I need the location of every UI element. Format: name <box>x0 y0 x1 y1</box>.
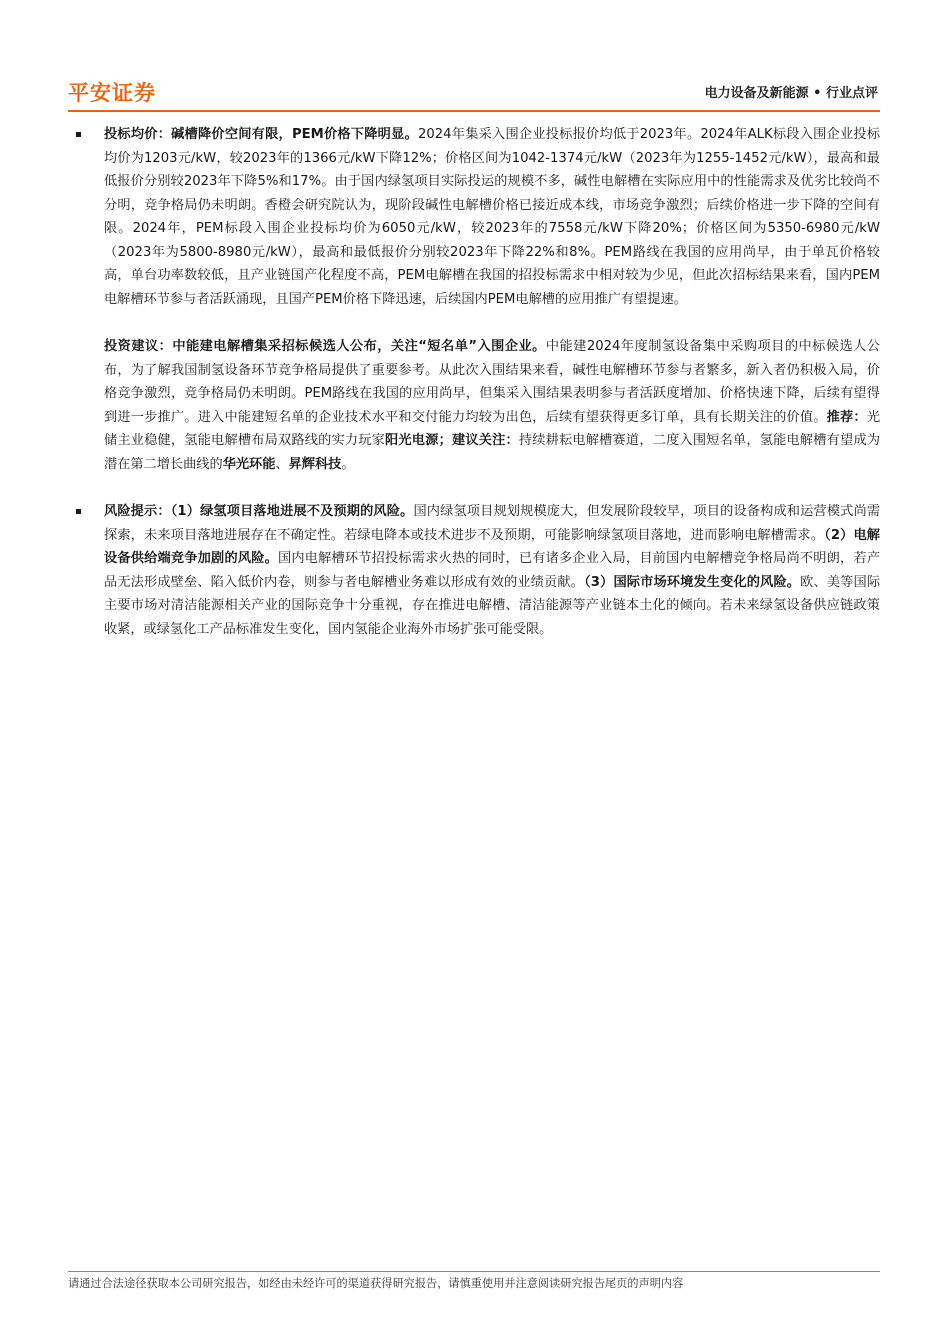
section-heading: 投资建议：中能建电解槽集采招标候选人公布，关注“短名单”入围企业。 <box>104 339 546 354</box>
risk-heading: （3）国际市场环境发生变化的风险。 <box>584 574 801 590</box>
section-text: 光储主业稳健，氢能电解槽布局双路线的实力玩家 <box>104 409 881 448</box>
section-text: 持续耕耘电解槽赛道，二度入围短名单，氢能电解槽有望成为潜在第二增长曲线的 <box>104 433 881 472</box>
section-bid-price <box>104 123 880 311</box>
footer-divider <box>68 1271 880 1272</box>
section-text: 中能建2024年度制氢设备集中采购项目的中标候选人公布，为了解我国制氢设备环节竞争格局提供了重要参考。从此次入围结果来看，碱性电解槽环节参与者繁多，新入者仍积极入局，价格竞争激烈，竞争格局仍未明朗。PEM路线在我国的应用尚早，但集采入围结果表明参与者活跃度增加、价格快速下降，后续有望得到进一步推广。进入中能建短名单的企业技术水平和交付能力均较为出色，后续有望获得更多订单，具有长期关注的价值。 <box>104 339 880 425</box>
page-header <box>0 0 950 110</box>
bullet-icon <box>76 132 81 137</box>
company-name: 昇辉科技 <box>288 456 342 472</box>
section-heading: 投标均价：碱槽降价空间有限，PEM价格下降明显。 <box>104 127 418 142</box>
report-category: 电力设备及新能源 • 行业点评 <box>704 86 878 101</box>
section-text: 欧、美等国际主要市场对清洁能源相关产业的国际竞争十分重视，存在推进电解槽、清洁能源等产业链本土化的倾向。若未来绿氢设备供应链政策收紧，或绿氢化工产品标准发生变化，国内氢能企业海外市场扩张可能受限。 <box>104 574 881 637</box>
report-body <box>0 123 950 641</box>
section-text: 2024年集采入围企业投标报价均低于2023年。2024年ALK标段入围企业投标均价为1203元/kW，较2023年的1366元/kW下降12%；价格区间为1042-1374元/kW（2023年为1255-1452元/kW），最高和最低报价分别较2023年下降5%和17%。由于国内绿氢项目实际投运的规模不多，碱性电解槽在实际应用中的性能需求及优劣比较尚不分明，竞争格局仍未明朗。香橙会研究院认为，现阶段碱性电解槽价格已接近成本线，市场竞争激烈；后续价格进一步下降的空间有限。2024年，PEM标段入围企业投标均价为6050元/kW，较2023年的7558元/kW下降20%；价格区间为5350-6980元/kW（2023年为5800-8980元/kW），最高和最低报价分别较2023年下降22%和8%。PEM路线在我国的应用尚早，由于单瓦价格较高，单台功率数较低，且产业链国产化程度不高，PEM电解槽在我国的招投标需求中相对较为少见，但此次招标结果来看，国内PEM电解槽环节参与者活跃涌现，且国产PEM价格下降迅速，后续国内PEM电解槽的应用推广有望提速。 <box>104 127 881 307</box>
section-heading: 风险提示：（1）绿氢项目落地进展不及预期的风险。 <box>104 504 414 519</box>
company-name: 华光环能 <box>222 456 276 472</box>
footer-disclaimer: 请通过合法途径获取本公司研究报告，如经由未经许可的渠道获得研究报告，请慎重使用并注意阅读研究报告尾页的声明内容 <box>68 1277 684 1290</box>
company-logo: 平安证券 <box>68 81 156 105</box>
suggest-label: 建议关注： <box>451 433 519 448</box>
section-text: 国内绿氢项目规划规模庞大，但发展阶段较早，项目的设备构成和运营模式尚需探索，未来项目落地进展存在不确定性。若绿电降本或技术进步不及预期，可能影响绿氢项目落地，进而影响电解槽需求。 <box>104 504 881 543</box>
recommend-label: 推荐： <box>826 409 867 425</box>
page-footer <box>68 1271 880 1292</box>
bullet-icon <box>76 509 81 514</box>
company-name: 阳光电源 <box>385 433 439 448</box>
risk-heading: （2）电解设备供给端竞争加剧的风险。 <box>104 527 880 566</box>
section-risk <box>104 500 880 641</box>
header-divider <box>68 110 880 112</box>
section-text: 国内电解槽环节招投标需求火热的同时，已有诸多企业入局，目前国内电解槽竞争格局尚不明朗，若产品无法形成壁垒、陷入低价内卷，则参与者电解槽业务难以形成有效的业绩贡献。 <box>104 551 881 590</box>
section-investment-advice: 投资建议：中能建电解槽集采招标候选人公布，关注“短名单”入围企业。中能建2024年度制氢设备集中采购项目的中标候选人公布，为了解我国制氢设备环节竞争格局提供了重要参考。从此次入围结果来看，碱性电解槽环节参与者繁多，新入者仍积极入局，价格竞争激烈，竞争格局仍未明朗。PEM路线在我国的应用尚早，但集采入围结果表明参与者活跃度增加、价格快速下降，后续有望得到进一步推广。进入中能建短名单的企业技术水平和交付能力均较为出色，后续有望获得更多订单，具有长期关注的价值。推荐：光储主业稳健，氢能电解槽布局双路线的实力玩家阳光电源；建议关注：持续耕耘电解槽赛道，二度入围短名单，氢能电解槽有望成为潜在第二增长曲线的华光环能、昇辉科技。 <box>104 339 881 472</box>
